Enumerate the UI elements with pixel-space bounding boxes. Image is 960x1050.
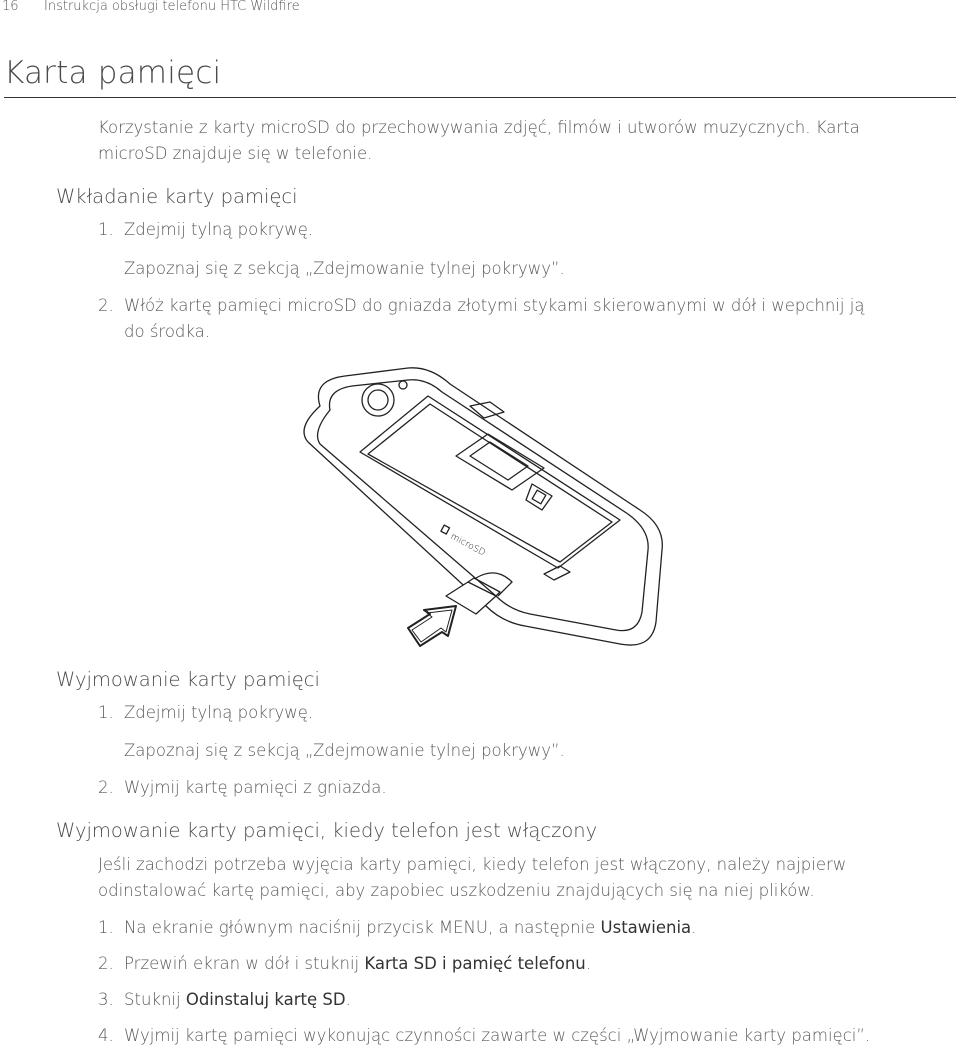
step-text: Na ekranie głównym naciśnij przycisk MENU, a następnie Ustawienia. xyxy=(124,918,697,937)
camera-lens-outer xyxy=(362,384,394,416)
step-note: Zapoznaj się z sekcją „Zdejmowanie tylnej pokrywy”. xyxy=(124,259,565,278)
step-text: Wyjmij kartę pamięci wykonując czynności zawarte w części „Wyjmowanie karty pamięci”. xyxy=(124,1026,871,1045)
camera-lens-inner xyxy=(368,390,388,410)
step-note: Zapoznaj się z sekcją „Zdejmowanie tylnej pokrywy”. xyxy=(124,741,565,760)
remove-on-intro-line-2: odinstalować kartę pamięci, aby zapobiec uszkodzeniu znajdujących się na niej plików. xyxy=(98,881,815,900)
step-number: 2. xyxy=(98,954,114,973)
chapter-rule xyxy=(4,97,956,98)
battery-compartment xyxy=(360,396,620,568)
microsd-slot-label: microSD xyxy=(448,531,487,559)
insert-section-heading: Wkładanie karty pamięci xyxy=(56,185,298,208)
step-text: Zdejmij tylną pokrywę. xyxy=(124,703,314,722)
step-text: Włóż kartę pamięci microSD do gniazda złotymi stykami skierowanymi w dół i wepchnij ją xyxy=(124,296,865,315)
step-number: 1. xyxy=(98,918,114,937)
menu-path-sd-card: Karta SD i pamięć telefonu xyxy=(364,954,586,973)
step-number: 1. xyxy=(98,220,114,239)
step-text-continued: do środka. xyxy=(124,322,211,341)
step-number: 3. xyxy=(98,990,114,1009)
step-number: 1. xyxy=(98,703,114,722)
step-text: Stuknij Odinstaluj kartę SD. xyxy=(124,990,351,1009)
remove-on-section-heading: Wyjmowanie karty pamięci, kiedy telefon jest włączony xyxy=(56,819,598,842)
microsd-insertion-illustration xyxy=(290,360,670,660)
page-header xyxy=(0,0,960,18)
step-text: Wyjmij kartę pamięci z gniazda. xyxy=(124,778,387,797)
camera-flash xyxy=(399,381,407,389)
step-text: Zdejmij tylną pokrywę. xyxy=(124,220,314,239)
step-number: 4. xyxy=(98,1026,114,1045)
menu-path-settings: Ustawienia xyxy=(600,918,692,937)
header-title: Instrukcja obsługi telefonu HTC Wildfire xyxy=(44,0,300,14)
intro-line-1: Korzystanie z karty microSD do przechowywania zdjęć, filmów i utworów muzycznych. Karta xyxy=(98,118,860,137)
step-number: 2. xyxy=(98,296,114,315)
remove-on-intro-line-1: Jeśli zachodzi potrzeba wyjęcia karty pamięci, kiedy telefon jest włączony, należy najpierw xyxy=(98,855,847,874)
step-number: 2. xyxy=(98,778,114,797)
intro-line-2: microSD znajduje się w telefonie. xyxy=(98,144,373,163)
remove-section-heading: Wyjmowanie karty pamięci xyxy=(56,668,320,691)
page-number: 16 xyxy=(2,0,19,14)
step-text: Przewiń ekran w dół i stuknij Karta SD i pamięć telefonu. xyxy=(124,954,592,973)
chapter-title: Karta pamięci xyxy=(4,55,222,91)
menu-path-unmount: Odinstaluj kartę SD xyxy=(185,990,346,1009)
